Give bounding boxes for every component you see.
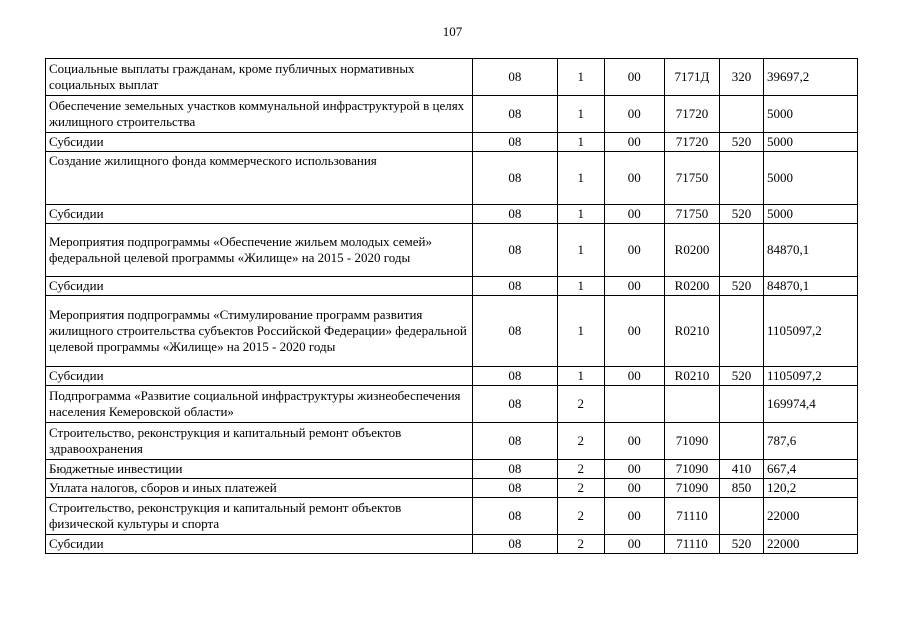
table-row (46, 460, 858, 479)
subprogram-code: 00 (604, 296, 664, 367)
item-name: Подпрограмма «Развитие социальной инфраструктуры жизнеобеспечения населения Кемеровской области» (46, 386, 473, 423)
table-row (46, 498, 858, 535)
amount: 5000 (763, 133, 857, 152)
table-row (46, 535, 858, 554)
subprogram-code: 00 (604, 59, 664, 96)
subsection-code: 2 (557, 479, 604, 498)
table-row (46, 296, 858, 367)
subsection-code: 1 (557, 133, 604, 152)
amount: 667,4 (763, 460, 857, 479)
subprogram-code: 00 (604, 205, 664, 224)
section-code: 08 (472, 277, 557, 296)
section-code: 08 (472, 296, 557, 367)
amount: 5000 (763, 96, 857, 133)
item-name: Мероприятия подпрограммы «Стимулирование программ развития жилищного строительства субъектов Российской Федерации» федеральной целевой программы «Жилище» на 2015 - 2020 годы (46, 296, 473, 367)
amount: 169974,4 (763, 386, 857, 423)
budget-table (45, 58, 858, 554)
subprogram-code: 00 (604, 96, 664, 133)
expense-type-code: 520 (720, 133, 764, 152)
subsection-code: 2 (557, 460, 604, 479)
table-row (46, 133, 858, 152)
subsection-code: 1 (557, 152, 604, 205)
amount: 84870,1 (763, 277, 857, 296)
expense-type-code (720, 498, 764, 535)
subprogram-code: 00 (604, 535, 664, 554)
subprogram-code: 00 (604, 367, 664, 386)
subsection-code: 1 (557, 277, 604, 296)
expense-type-code (720, 224, 764, 277)
section-code: 08 (472, 479, 557, 498)
item-name: Субсидии (46, 205, 473, 224)
amount: 84870,1 (763, 224, 857, 277)
item-name: Строительство, реконструкция и капитальный ремонт объектов здравоохранения (46, 423, 473, 460)
subsection-code: 2 (557, 423, 604, 460)
item-name: Субсидии (46, 133, 473, 152)
amount: 1105097,2 (763, 296, 857, 367)
subprogram-code: 00 (604, 498, 664, 535)
expense-type-code (720, 296, 764, 367)
item-name: Субсидии (46, 277, 473, 296)
target-code: R0200 (664, 277, 719, 296)
amount: 39697,2 (763, 59, 857, 96)
section-code: 08 (472, 224, 557, 277)
item-name: Обеспечение земельных участков коммунальной инфраструктурой в целях жилищного строительства (46, 96, 473, 133)
target-code: 71110 (664, 498, 719, 535)
subprogram-code: 00 (604, 479, 664, 498)
subsection-code: 1 (557, 59, 604, 96)
section-code: 08 (472, 535, 557, 554)
item-name: Уплата налогов, сборов и иных платежей (46, 479, 473, 498)
target-code (664, 386, 719, 423)
subprogram-code: 00 (604, 423, 664, 460)
expense-type-code: 410 (720, 460, 764, 479)
expense-type-code (720, 96, 764, 133)
expense-type-code (720, 386, 764, 423)
subsection-code: 1 (557, 224, 604, 277)
subsection-code: 1 (557, 96, 604, 133)
amount: 22000 (763, 535, 857, 554)
target-code: R0200 (664, 224, 719, 277)
target-code: R0210 (664, 296, 719, 367)
expense-type-code: 520 (720, 205, 764, 224)
table-row (46, 152, 858, 205)
subprogram-code: 00 (604, 277, 664, 296)
target-code: 71090 (664, 423, 719, 460)
target-code: 71750 (664, 205, 719, 224)
table-row (46, 59, 858, 96)
target-code: 71090 (664, 460, 719, 479)
amount: 1105097,2 (763, 367, 857, 386)
amount: 22000 (763, 498, 857, 535)
table-row (46, 205, 858, 224)
target-code: 71720 (664, 96, 719, 133)
subsection-code: 1 (557, 367, 604, 386)
section-code: 08 (472, 386, 557, 423)
section-code: 08 (472, 59, 557, 96)
section-code: 08 (472, 460, 557, 479)
subprogram-code: 00 (604, 133, 664, 152)
section-code: 08 (472, 205, 557, 224)
table-row (46, 277, 858, 296)
section-code: 08 (472, 367, 557, 386)
subsection-code: 2 (557, 386, 604, 423)
expense-type-code (720, 423, 764, 460)
table-row (46, 479, 858, 498)
table-row (46, 367, 858, 386)
item-name: Социальные выплаты гражданам, кроме публичных нормативных социальных выплат (46, 59, 473, 96)
item-name: Создание жилищного фонда коммерческого использования (46, 152, 473, 205)
target-code: 7171Д (664, 59, 719, 96)
table-row (46, 96, 858, 133)
table-row (46, 224, 858, 277)
subprogram-code (604, 386, 664, 423)
table-row (46, 423, 858, 460)
item-name: Мероприятия подпрограммы «Обеспечение жильем молодых семей» федеральной целевой программы «Жилище» на 2015 - 2020 годы (46, 224, 473, 277)
section-code: 08 (472, 423, 557, 460)
amount: 120,2 (763, 479, 857, 498)
section-code: 08 (472, 498, 557, 535)
target-code: 71110 (664, 535, 719, 554)
subsection-code: 1 (557, 296, 604, 367)
subprogram-code: 00 (604, 224, 664, 277)
target-code: 71720 (664, 133, 719, 152)
item-name: Субсидии (46, 535, 473, 554)
subprogram-code: 00 (604, 152, 664, 205)
amount: 787,6 (763, 423, 857, 460)
expense-type-code (720, 152, 764, 205)
section-code: 08 (472, 133, 557, 152)
target-code: 71090 (664, 479, 719, 498)
subsection-code: 2 (557, 498, 604, 535)
subsection-code: 1 (557, 205, 604, 224)
subsection-code: 2 (557, 535, 604, 554)
table-row (46, 386, 858, 423)
amount: 5000 (763, 205, 857, 224)
item-name: Строительство, реконструкция и капитальный ремонт объектов физической культуры и спорта (46, 498, 473, 535)
item-name: Бюджетные инвестиции (46, 460, 473, 479)
subprogram-code: 00 (604, 460, 664, 479)
expense-type-code: 320 (720, 59, 764, 96)
amount: 5000 (763, 152, 857, 205)
section-code: 08 (472, 96, 557, 133)
expense-type-code: 520 (720, 277, 764, 296)
expense-type-code: 520 (720, 367, 764, 386)
target-code: R0210 (664, 367, 719, 386)
section-code: 08 (472, 152, 557, 205)
page-number: 107 (442, 24, 463, 39)
expense-type-code: 850 (720, 479, 764, 498)
target-code: 71750 (664, 152, 719, 205)
expense-type-code: 520 (720, 535, 764, 554)
item-name: Субсидии (46, 367, 473, 386)
